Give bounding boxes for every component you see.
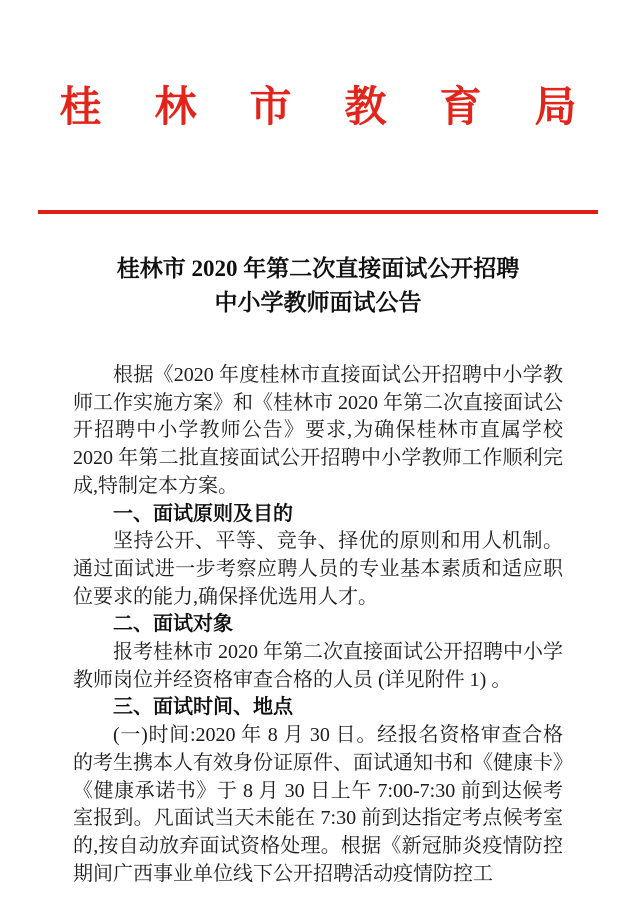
agency-letterhead-title: 桂林市教育局: [59, 83, 630, 130]
section-heading-candidates: 二、面试对象: [113, 613, 233, 636]
document-title-line1: 桂林市 2020 年第二次直接面试公开招聘: [116, 256, 520, 281]
section-heading-time-place: 三、面试时间、地点: [113, 696, 293, 719]
section-heading-principles: 一、面试原则及目的: [113, 502, 293, 525]
principles-paragraph: 坚持公开、平等、竞争、择优的原则和用人机制。通过面试进一步考察应聘人员的专业基本素质和适应职位要求的能力,确保择优选用人才。: [73, 530, 563, 608]
candidates-paragraph: 报考桂林市 2020 年第二次直接面试公开招聘中小学教师岗位并经资格审查合格的人员 (详见附件 1) 。: [73, 641, 563, 691]
intro-paragraph: 根据《2020 年度桂林市直接面试公开招聘中小学教师工作实施方案》和《桂林市 2020 年第二次直接面试公开招聘中小学教师公告》要求,为确保桂林市直属学校 2020 年第二批直接面试公开招聘中小学教师工作顺利完成,特制定本方案。: [73, 364, 563, 497]
document-title-line2: 中小学教师面试公告: [214, 290, 422, 315]
document-body: [73, 362, 563, 888]
time-place-paragraph: (一)时间:2020 年 8 月 30 日。经报名资格审查合格的考生携本人有效身份证原件、面试通知书和《健康卡》《健康承诺书》于 8 月 30 日上午 7:00-7:30 前到达候考室报到。凡面试当天未能在 7:30 前到达指定考点候考室的,按自动放弃面试资格处理。根据《新冠肺炎疫情防控期间广西事业单位线下公开招聘活动疫情防控工: [73, 724, 563, 885]
letterhead-divider: [38, 210, 598, 214]
document-title: [0, 252, 636, 320]
